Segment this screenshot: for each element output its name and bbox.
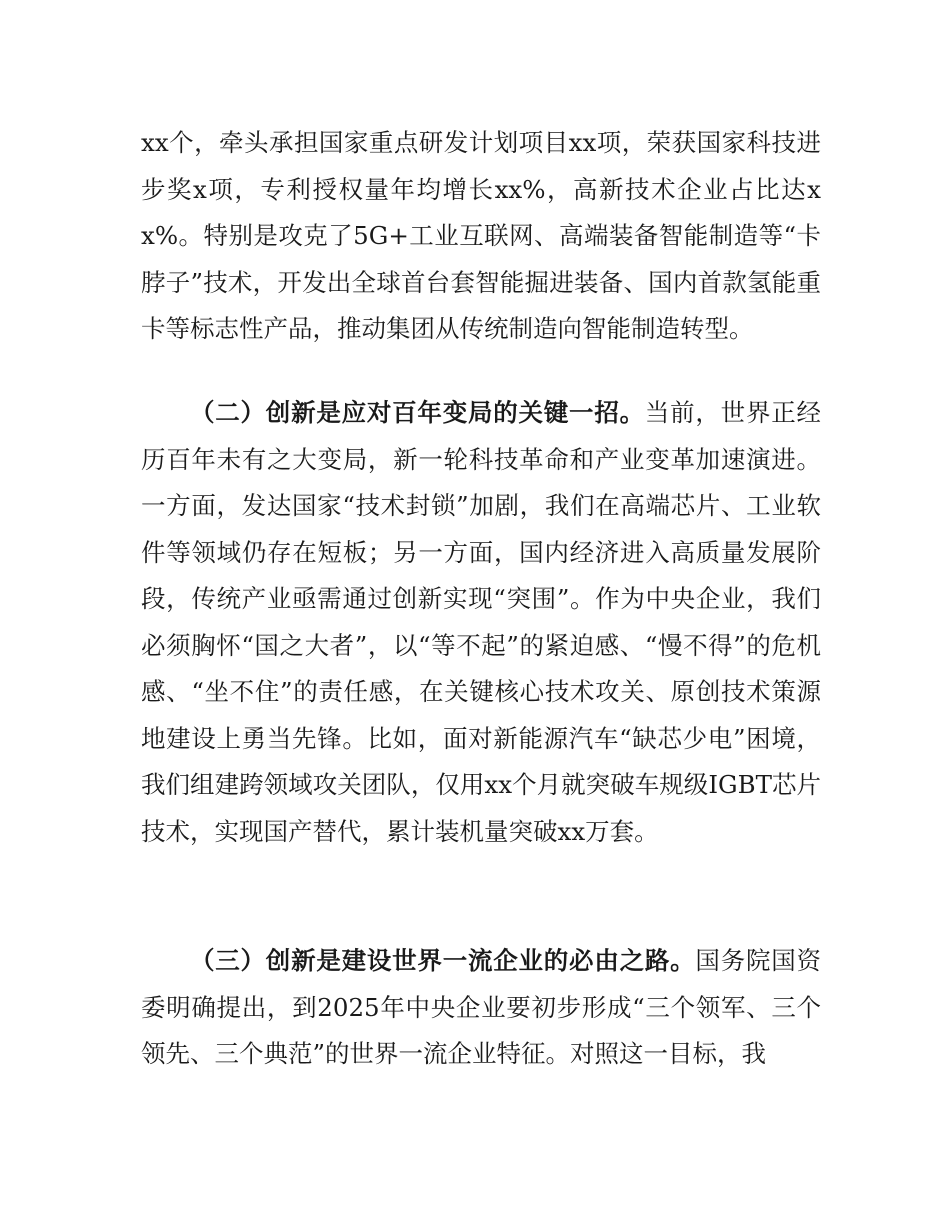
- paragraph-text: 国务院国资委明确提出，到2025年中央企业要初步形成“三个领军、三个领先、三个典范”的世界一流企业特征。对照这一目标，我: [141, 946, 822, 1068]
- paragraph-section-3: [141, 938, 821, 1078]
- section-heading: （二）创新是应对百年变局的关键一招。: [190, 398, 645, 427]
- paragraph-text: xx个，牵头承担国家重点研发计划项目xx项，荣获国家科技进步奖x项，专利授权量年均增长xx%，高新技术企业占比达xx%。特别是攻克了5G+工业互联网、高端装备智能制造等“卡脖子”技术，开发出全球首台套智能掘进装备、国内首款氢能重卡等标志性产品，推动集团从传统制造向智能制造转型。: [141, 128, 821, 343]
- section-heading: （三）创新是建设世界一流企业的必由之路。: [190, 946, 696, 975]
- paragraph-section-2: [141, 390, 821, 855]
- paragraph-text: 当前，世界正经历百年未有之大变局，新一轮科技革命和产业变革加速演进。一方面，发达国家“技术封锁”加剧，我们在高端芯片、工业软件等领域仍存在短板；另一方面，国内经济进入高质量发展阶段，传统产业亟需通过创新实现“突围”。作为中央企业，我们必须胸怀“国之大者”，以“等不起”的紧迫感、“慢不得”的危机感、“坐不住”的责任感，在关键核心技术攻关、原创技术策源地建设上勇当先锋。比如，面对新能源汽车“缺芯少电”困境，我们组建跨领域攻关团队，仅用xx个月就突破车规级IGBT芯片技术，实现国产替代，累计装机量突破xx万套。: [141, 398, 821, 846]
- paragraph-continuation: [141, 120, 821, 353]
